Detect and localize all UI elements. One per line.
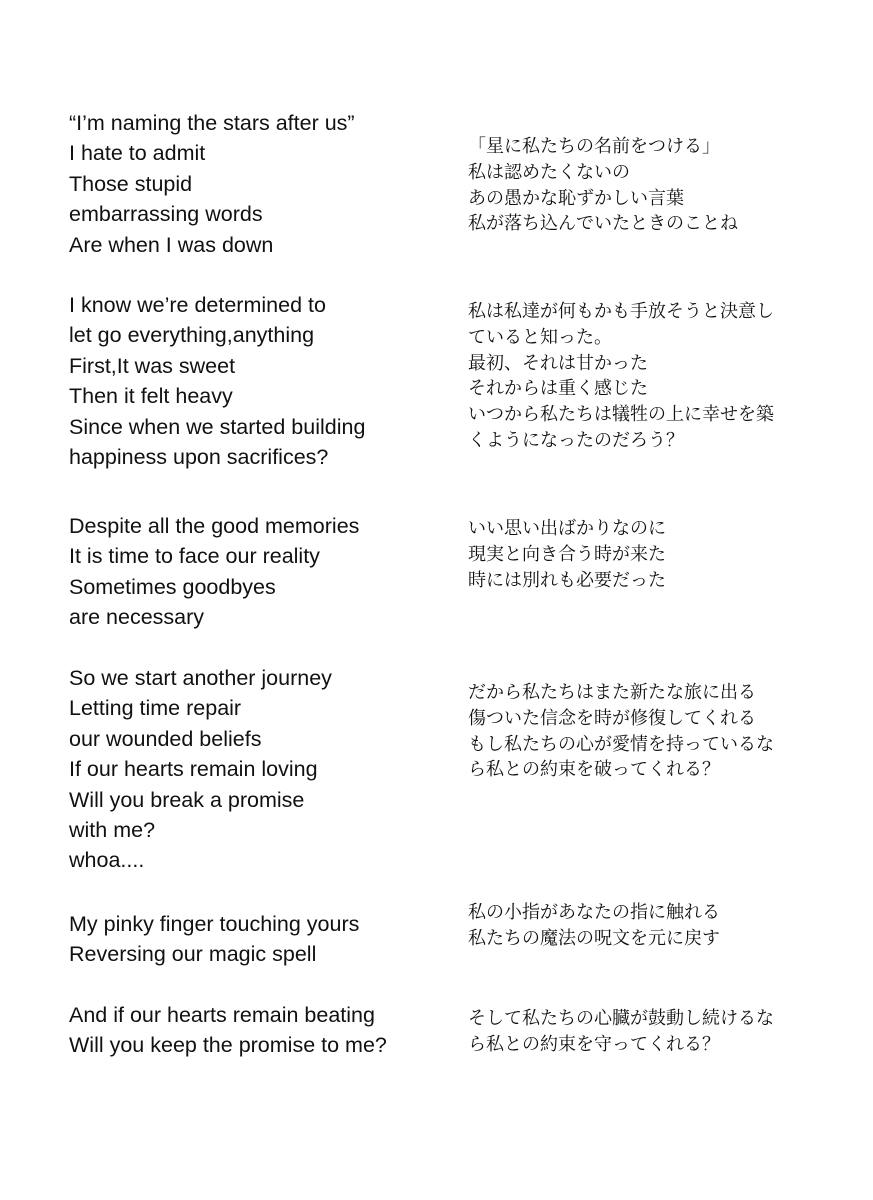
lyric-line: So we start another journey — [69, 666, 332, 690]
lyric-line: My pinky finger touching yours — [69, 912, 360, 936]
lyric-line: Letting time repair — [69, 696, 242, 721]
translation-line: くようになったのだろう？ — [468, 429, 684, 451]
lyric-line: happiness upon sacrifices? — [69, 445, 329, 470]
lyric-line: It is time to face our reality — [69, 544, 320, 569]
lyric-line: Then it felt heavy — [69, 384, 233, 409]
lyric-line: And if our hearts remain beating — [69, 1003, 375, 1027]
translation-line: 最初、それは甘かった — [468, 352, 648, 374]
lyric-line: Despite all the good memories — [69, 514, 360, 538]
translation-line: ていると知った。 — [468, 326, 612, 348]
lyric-line: whoa.... — [69, 848, 145, 873]
stanza-5-japanese — [468, 900, 720, 952]
stanza-4-japanese — [468, 680, 774, 783]
lyric-line: with me? — [69, 818, 156, 843]
lyric-line: I know we’re determined to — [69, 293, 326, 317]
translation-line: 時には別れも必要だった — [468, 569, 666, 591]
lyric-line: Those stupid — [69, 171, 193, 196]
translation-line: もし私たちの心が愛情を持っているな — [468, 733, 774, 755]
lyric-line: I hate to admit — [69, 141, 206, 166]
lyric-line: Are when I was down — [69, 232, 274, 257]
translation-line: 「星に私たちの名前をつける」 — [468, 136, 720, 157]
lyric-line: embarrassing words — [69, 202, 263, 227]
lyric-line: let go everything,anything — [69, 323, 315, 348]
translation-line: 私の小指があなたの指に触れる — [468, 902, 720, 923]
stanza-6-english — [69, 1000, 387, 1061]
translation-line: ら私との約束を守ってくれる？ — [468, 1033, 720, 1055]
lyric-line: Will you keep the promise to me? — [69, 1033, 387, 1058]
lyric-line: our wounded beliefs — [69, 726, 262, 751]
lyric-line: Will you break a promise — [69, 787, 305, 812]
translation-line: いつから私たちは犠牲の上に幸せを築 — [468, 404, 774, 426]
translation-line: あの愚かな恥ずかしい言葉 — [468, 187, 684, 209]
translation-line: だから私たちはまた新たな旅に出る — [468, 682, 756, 703]
translation-line: 私たちの魔法の呪文を元に戻す — [468, 927, 720, 949]
translation-line: ら私との約束を破ってくれる？ — [468, 759, 720, 781]
translation-line: 私は私達が何もかも手放そうと決意し — [468, 301, 774, 322]
lyric-line: are necessary — [69, 605, 205, 630]
lyric-line: If our hearts remain loving — [69, 757, 318, 782]
stanza-5-english — [69, 909, 359, 970]
translation-line: 私が落ち込んでいたときのことね — [468, 213, 738, 235]
stanza-3-english — [69, 511, 359, 633]
lyric-line: Reversing our magic spell — [69, 942, 317, 967]
translation-line: 現実と向き合う時が来た — [468, 543, 666, 565]
stanza-4-english — [69, 663, 332, 876]
translation-line: 傷ついた信念を時が修復してくれる — [468, 707, 756, 729]
stanza-1-japanese — [468, 134, 738, 237]
translation-line: いい思い出ばかりなのに — [468, 518, 666, 539]
stanza-2-english — [69, 290, 365, 472]
translation-line: それからは重く感じた — [468, 378, 648, 400]
lyric-line: Since when we started building — [69, 414, 366, 439]
stanza-2-japanese — [468, 299, 774, 454]
stanza-3-japanese — [468, 516, 666, 593]
stanza-6-japanese — [468, 1006, 774, 1058]
lyric-line: “I’m naming the stars after us” — [69, 111, 355, 135]
stanza-1-english — [69, 108, 355, 260]
lyric-line: First,It was sweet — [69, 353, 236, 378]
lyric-line: Sometimes goodbyes — [69, 574, 276, 599]
translation-line: 私は認めたくないの — [468, 161, 630, 183]
translation-line: そして私たちの心臓が鼓動し続けるな — [468, 1008, 774, 1029]
